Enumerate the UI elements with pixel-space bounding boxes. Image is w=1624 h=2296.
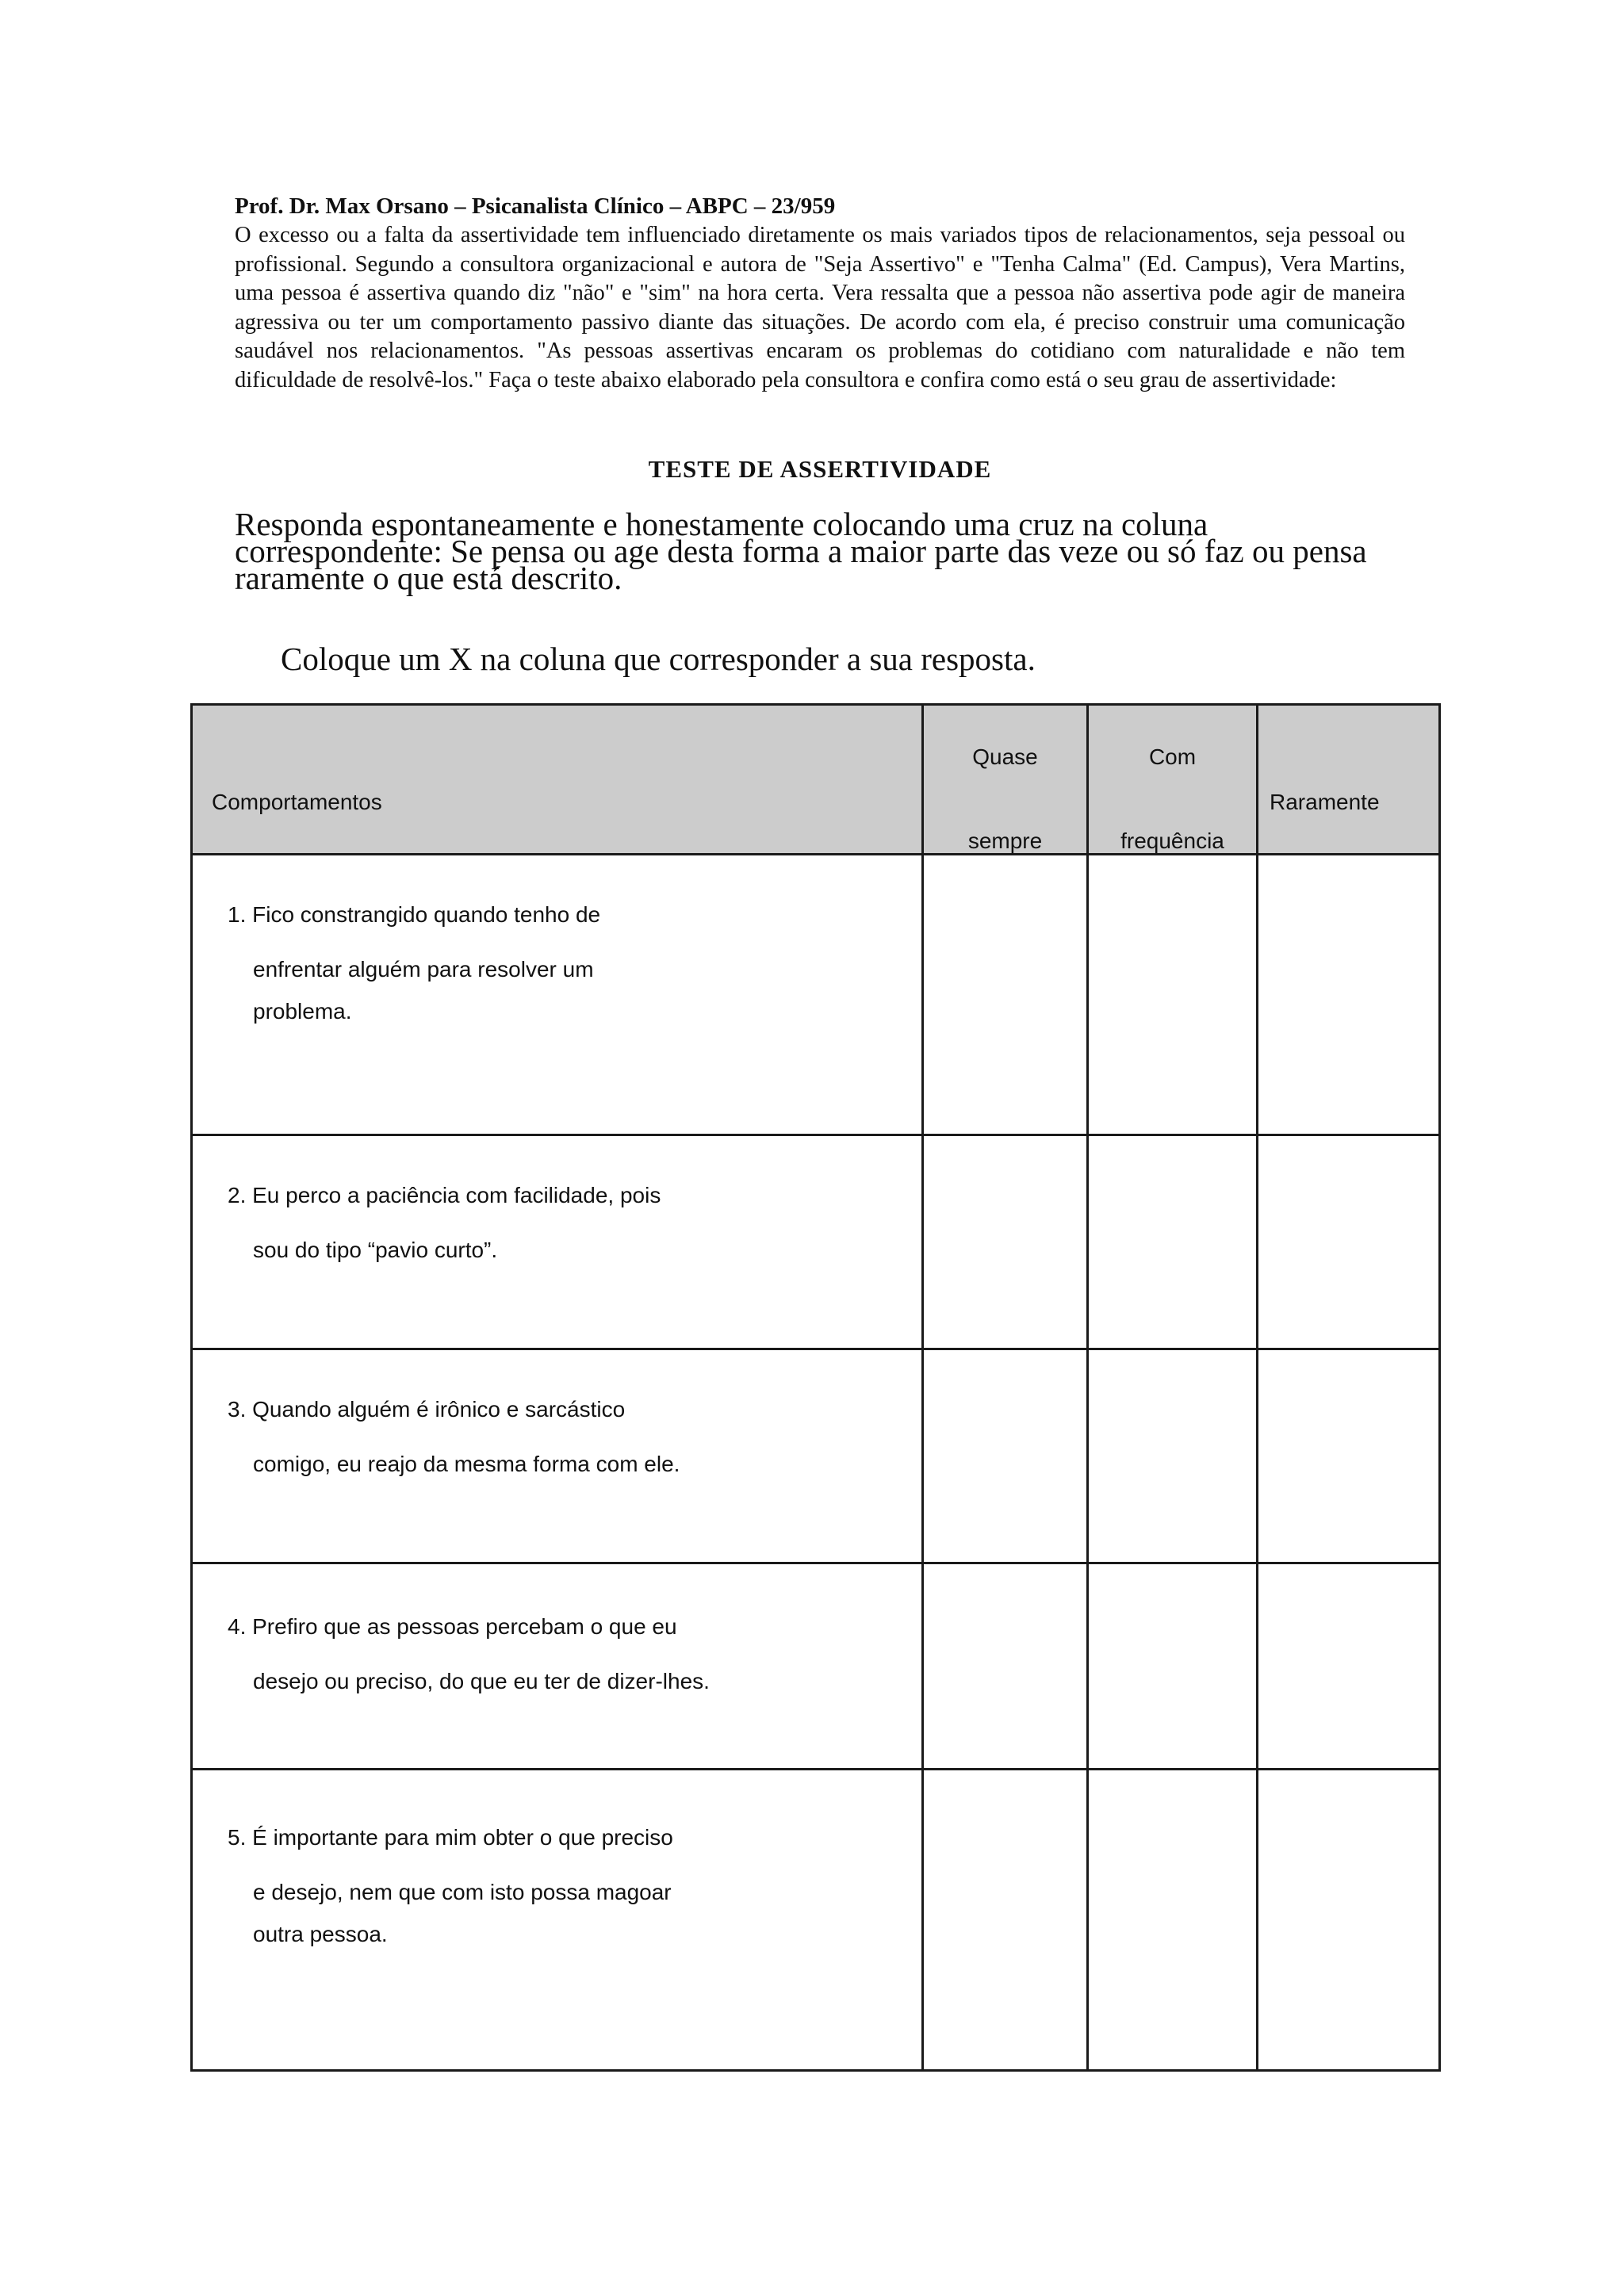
behavior-line: 3. Quando alguém é irônico e sarcástico bbox=[228, 1397, 626, 1422]
answer-cell-rarely[interactable] bbox=[1258, 1349, 1440, 1563]
test-title: TESTE DE ASSERTIVIDADE bbox=[648, 455, 992, 483]
behavior-line: desejo ou preciso, do que eu ter de dizer-lhes. bbox=[253, 1669, 710, 1693]
behavior-cell bbox=[192, 1135, 923, 1349]
behavior-line: 2. Eu perco a paciência com facilidade, pois bbox=[228, 1183, 661, 1207]
behavior-cell bbox=[192, 1349, 923, 1563]
assertiveness-table bbox=[190, 703, 1441, 2072]
answer-cell-almost-always[interactable] bbox=[923, 1349, 1088, 1563]
answer-cell-frequently[interactable] bbox=[1088, 1349, 1258, 1563]
header-almost-always-line2: sempre bbox=[967, 828, 1043, 853]
table-row bbox=[192, 1349, 1440, 1563]
header-frequently bbox=[1088, 705, 1258, 855]
header-frequently-line1: Com bbox=[1148, 744, 1197, 769]
answer-cell-rarely[interactable] bbox=[1258, 1135, 1440, 1349]
header-behaviors bbox=[192, 705, 923, 855]
header-behaviors-label: Comportamentos bbox=[212, 790, 382, 814]
answer-cell-frequently[interactable] bbox=[1088, 1135, 1258, 1349]
answer-cell-almost-always[interactable] bbox=[923, 1770, 1088, 2071]
header-almost-always-line1: Quase bbox=[972, 744, 1038, 769]
table-row bbox=[192, 1770, 1440, 2071]
behavior-line: comigo, eu reajo da mesma forma com ele. bbox=[253, 1452, 680, 1476]
behavior-line: enfrentar alguém para resolver um bbox=[253, 957, 594, 982]
table-row bbox=[192, 855, 1440, 1135]
header-almost-always bbox=[923, 705, 1088, 855]
answer-cell-frequently[interactable] bbox=[1088, 1563, 1258, 1770]
behavior-line: 1. Fico constrangido quando tenho de bbox=[228, 902, 601, 927]
answer-cell-frequently[interactable] bbox=[1088, 1770, 1258, 2071]
answer-cell-almost-always[interactable] bbox=[923, 1563, 1088, 1770]
author-line: Prof. Dr. Max Orsano – Psicanalista Clínico – ABPC – 23/959 bbox=[235, 193, 836, 219]
behavior-line: e desejo, nem que com isto possa magoar bbox=[253, 1880, 672, 1904]
behavior-line: 4. Prefiro que as pessoas percebam o que eu bbox=[228, 1614, 677, 1639]
answer-cell-rarely[interactable] bbox=[1258, 1563, 1440, 1770]
behavior-cell bbox=[192, 1563, 923, 1770]
behavior-cell: 1. Fico constrangido quando tenho de enfrentar alguém para resolver um problema. bbox=[192, 855, 923, 1135]
test-instructions: Responda espontaneamente e honestamente colocando uma cruz na coluna correspondente: Se pensa ou age desta forma a maior parte das veze ou só faz ou pensa raramente o que está descrito. bbox=[235, 506, 1367, 596]
table-row bbox=[192, 1563, 1440, 1770]
mark-instruction: Coloque um X na coluna que corresponder a sua resposta. bbox=[281, 641, 1036, 677]
table-header-row bbox=[192, 705, 1440, 855]
header-rarely-label: Raramente bbox=[1270, 790, 1380, 814]
behavior-line: sou do tipo “pavio curto”. bbox=[253, 1238, 498, 1262]
answer-cell-frequently[interactable] bbox=[1088, 855, 1258, 1135]
answer-cell-almost-always[interactable] bbox=[923, 1135, 1088, 1349]
header-rarely bbox=[1258, 705, 1440, 855]
answer-cell-rarely[interactable] bbox=[1258, 1770, 1440, 2071]
intro-paragraph: O excesso ou a falta da assertividade tem influenciado diretamente os mais variados tipos de relacionamentos, seja pessoal ou profissional. Segundo a consultora organizacional e autora de "Seja Assertivo" e "Tenha Calma" (Ed. Campus), Vera Martins, uma pessoa é assertiva quando diz "não" e "sim" na hora certa. Vera ressalta que a pessoa não assertiva pode agir de maneira agressiva ou ter um comportamento passivo diante das situações. De acordo com ela, é preciso construir uma comunicação saudável nos relacionamentos. "As pessoas assertivas encaram os problemas do cotidiano com naturalidade e não tem dificuldade de resolvê-los." Faça o teste abaixo elaborado pela consultora e confira como está o seu grau de assertividade: bbox=[235, 223, 1405, 392]
answer-cell-rarely[interactable] bbox=[1258, 855, 1440, 1135]
behavior-cell: 5. É importante para mim obter o que preciso e desejo, nem que com isto possa magoar outra pessoa. bbox=[192, 1770, 923, 2071]
table-row bbox=[192, 1135, 1440, 1349]
answer-cell-almost-always[interactable] bbox=[923, 855, 1088, 1135]
header-frequently-line2: frequência bbox=[1120, 828, 1224, 853]
behavior-line: 5. É importante para mim obter o que preciso bbox=[228, 1825, 673, 1850]
